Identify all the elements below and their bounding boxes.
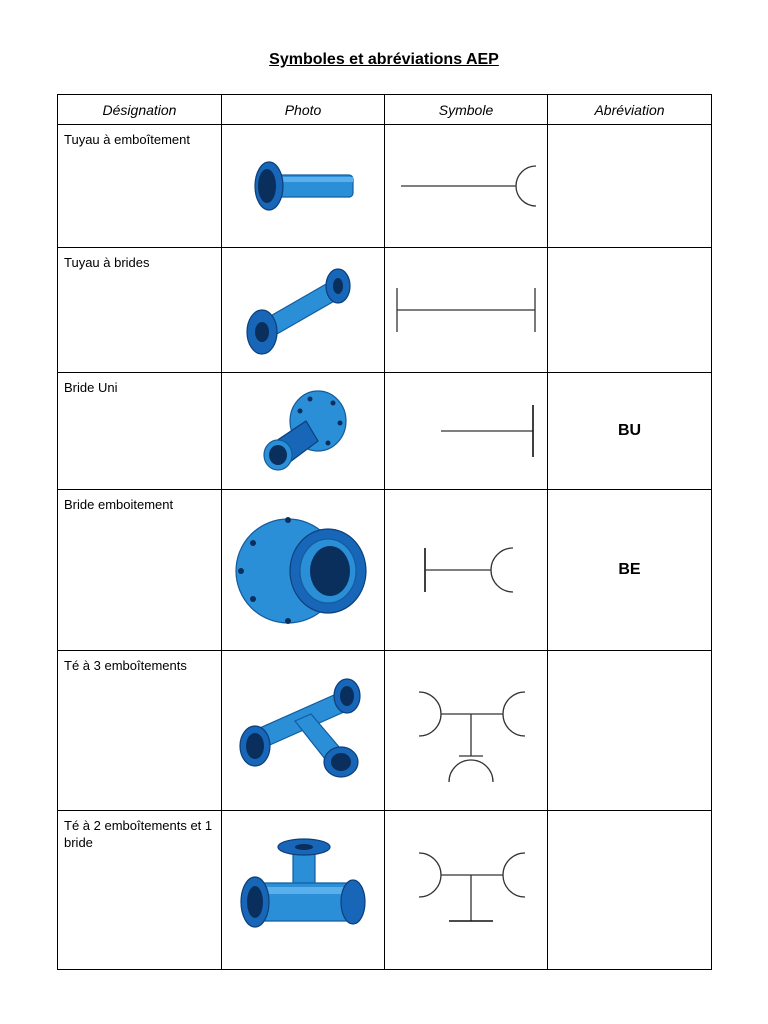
column-header-abbreviation: Abréviation <box>548 95 712 125</box>
symbol-cell <box>385 125 548 248</box>
abbreviation-cell: BE <box>548 490 712 651</box>
flanged-pipe-photo <box>238 260 368 360</box>
flange-socket-symbol <box>391 540 541 600</box>
socket-pipe-symbol <box>391 156 541 216</box>
flange-spigot-photo <box>248 381 358 481</box>
designation-cell: Bride emboitement <box>58 490 222 651</box>
document-title: Symboles et abréviations AEP <box>269 51 499 68</box>
symbol-cell <box>385 811 548 970</box>
triple-socket-tee-photo <box>233 676 373 786</box>
symbol-cell <box>385 373 548 490</box>
column-header-photo: Photo <box>222 95 385 125</box>
table-row <box>58 651 712 811</box>
flange-socket-photo <box>233 503 373 638</box>
designation-cell: Té à 3 emboîtements <box>58 651 222 811</box>
table-row <box>58 811 712 970</box>
flanged-pipe-symbol <box>391 280 541 340</box>
triple-socket-tee-symbol <box>391 676 541 786</box>
column-header-designation: Désignation <box>58 95 222 125</box>
photo-cell <box>222 125 385 248</box>
symbol-cell <box>385 651 548 811</box>
table-row <box>58 490 712 651</box>
symbols-table <box>57 94 712 970</box>
abbreviation-cell <box>548 125 712 248</box>
photo-cell <box>222 248 385 373</box>
designation-cell: Tuyau à brides <box>58 248 222 373</box>
photo-cell <box>222 651 385 811</box>
photo-cell <box>222 490 385 651</box>
photo-cell <box>222 811 385 970</box>
table-row <box>58 125 712 248</box>
table-row <box>58 248 712 373</box>
flange-spigot-symbol <box>391 401 541 461</box>
socket-pipe-photo <box>243 151 363 221</box>
table-header-row <box>58 95 712 125</box>
designation-cell: Bride Uni <box>58 373 222 490</box>
designation-cell: Tuyau à emboîtement <box>58 125 222 248</box>
symbol-cell <box>385 248 548 373</box>
photo-cell <box>222 373 385 490</box>
double-socket-flange-tee-symbol <box>391 845 541 935</box>
abbreviation-cell <box>548 248 712 373</box>
designation-cell: Té à 2 emboîtements et 1 bride <box>58 811 222 970</box>
double-socket-flange-tee-photo <box>233 835 373 945</box>
column-header-symbol: Symbole <box>385 95 548 125</box>
table-row <box>58 373 712 490</box>
abbreviation-cell <box>548 651 712 811</box>
abbreviation-cell <box>548 811 712 970</box>
symbol-cell <box>385 490 548 651</box>
abbreviation-cell: BU <box>548 373 712 490</box>
